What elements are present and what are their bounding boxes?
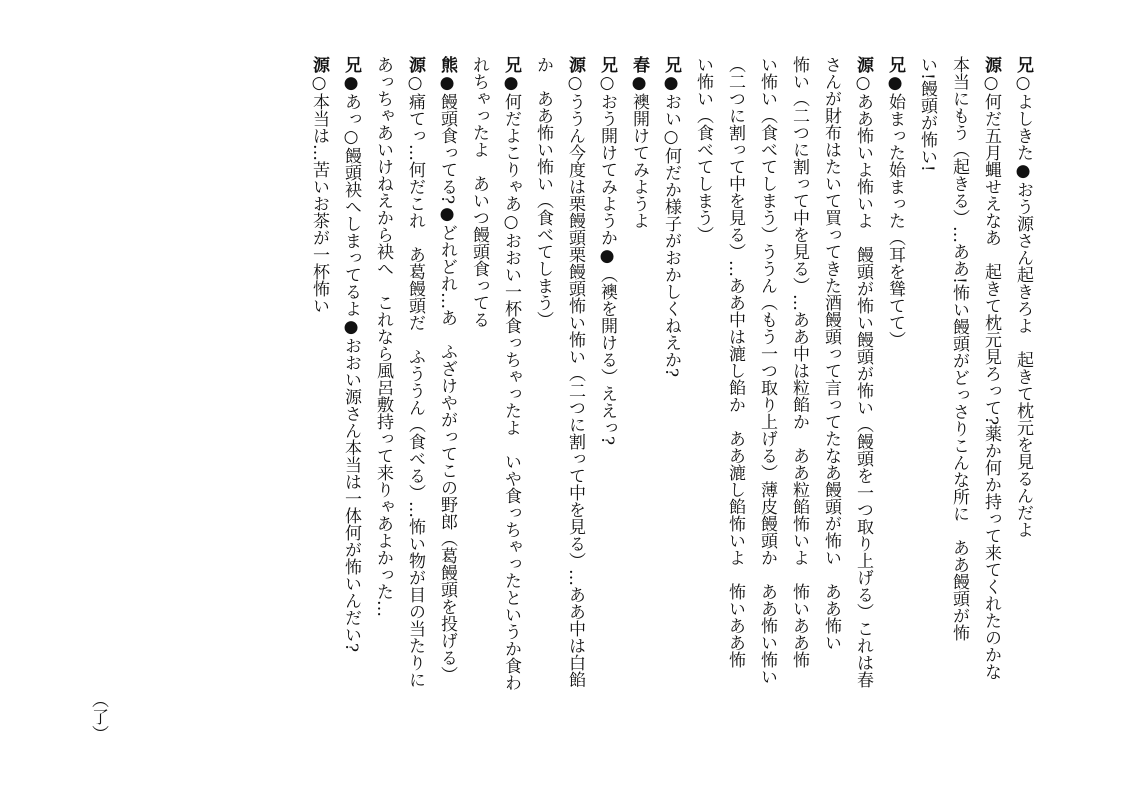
dialogue-text: ○よしきた●おう源さん起きろよ 起きて枕元を見るんだよ (1013, 73, 1033, 538)
dialogue-text: ●饅頭食ってる?●どれどれ…あ ふざけやがってこの野郎（葛饅頭を投げる） (437, 73, 457, 684)
end-mark: （了） (88, 691, 108, 742)
speech-line (303, 56, 335, 756)
dialogue-text: い怖い（食べてしまう） (693, 56, 713, 243)
speech-block (911, 56, 1007, 756)
speech-line (495, 56, 527, 756)
speech-block (623, 56, 655, 756)
speaker-name: 源 (405, 56, 425, 73)
speaker-name: 兄 (341, 56, 361, 73)
speech-line (559, 56, 591, 756)
speech-line (527, 56, 559, 756)
speech-block (431, 56, 463, 756)
speech-block (335, 56, 367, 756)
speech-line (431, 56, 463, 756)
dialogue-text: ●おい○何だか様子がおかしくねえか? (661, 73, 681, 378)
dialogue-text: ○本当は…苦いお茶が一杯怖い (309, 73, 329, 314)
speech-line (367, 56, 399, 756)
speech-line (623, 56, 655, 756)
speech-line (847, 56, 879, 756)
rakugo-script-body (303, 56, 1039, 756)
dialogue-text: ●始まった始まった（耳を聳てて） (885, 73, 905, 348)
speech-block (463, 56, 527, 756)
speech-block (687, 56, 879, 756)
speech-line (399, 56, 431, 756)
speech-line (783, 56, 815, 756)
speaker-name: 兄 (661, 56, 681, 73)
dialogue-text: 怖い（二つに割って中を見る）…ああ中は粒餡か ああ粒餡怖いよ 怖いああ怖 (789, 56, 809, 668)
speech-line (591, 56, 623, 756)
speech-block (1007, 56, 1039, 756)
speaker-name: 源 (853, 56, 873, 73)
speech-line (815, 56, 847, 756)
speech-line (687, 56, 719, 756)
dialogue-text: ○ううん今度は栗饅頭栗饅頭怖い怖い（二つに割って中を見る）…ああ中は白餡 (565, 73, 585, 688)
dialogue-text: ●何だよこりゃあ○おおい一杯食っちゃったよ いや食っちゃったというか食わ (501, 73, 521, 691)
speech-block (879, 56, 911, 756)
speaker-name: 兄 (885, 56, 905, 73)
dialogue-text: ●あっ○饅頭袂へしまってるよ●おおい源さん本当は一体何が怖いんだい? (341, 73, 361, 653)
speech-line (1007, 56, 1039, 756)
speech-line (943, 56, 975, 756)
speech-block (655, 56, 687, 756)
speech-line (911, 56, 943, 756)
speech-line (463, 56, 495, 756)
dialogue-text: ○何だ五月蝿せえなあ 起きて枕元見ろって?薬か何か持って来てくれたのかな (981, 73, 1001, 681)
speaker-name: 熊 (437, 56, 457, 73)
dialogue-text: い!饅頭が怖い! (917, 56, 937, 172)
speech-block (591, 56, 623, 756)
speech-line (751, 56, 783, 756)
speech-line (879, 56, 911, 756)
speech-line (655, 56, 687, 756)
speech-line (335, 56, 367, 756)
speech-block (303, 56, 335, 756)
dialogue-text: 本当にもう（起きる）…ああ!怖い饅頭がどっさりこんな所に ああ饅頭が怖 (949, 56, 969, 641)
speaker-name: 春 (629, 56, 649, 73)
dialogue-text: ●襖開けてみようよ (629, 73, 649, 229)
speaker-name: 源 (981, 56, 1001, 73)
speaker-name: 源 (565, 56, 585, 73)
speech-block (527, 56, 591, 756)
speaker-name: 源 (309, 56, 329, 73)
speech-block (367, 56, 431, 756)
dialogue-text: か ああ怖い怖い（食べてしまう） (533, 56, 553, 328)
dialogue-text: あっちゃあいけねえから袂へ これなら風呂敷持って来りゃあよかった… (373, 56, 393, 617)
speaker-name: 兄 (1013, 56, 1033, 73)
dialogue-text: さんが財布はたいて買ってきた酒饅頭って言ってたなあ饅頭が怖い ああ怖い (821, 56, 841, 651)
dialogue-text: ○ああ怖いよ怖いよ 饅頭が怖い饅頭が怖い（饅頭を一つ取り上げる）これは春 (853, 73, 873, 688)
dialogue-text: （二つに割って中を見る）…ああ中は漉し餡か ああ漉し餡怖いよ 怖いああ怖 (725, 56, 745, 668)
dialogue-text: ○おう開けてみようか●（襖を開ける）ええっ? (597, 73, 617, 446)
speaker-name: 兄 (501, 56, 521, 73)
speaker-name: 兄 (597, 56, 617, 73)
dialogue-text: ○痛てっ…何だこれ あ葛饅頭だ ふううん（食べる）…怖い物が目の当たりに (405, 73, 425, 688)
dialogue-text: れちゃったよ あいつ饅頭食ってる (469, 56, 489, 328)
speech-line (975, 56, 1007, 756)
speech-line (719, 56, 751, 756)
dialogue-text: い怖い（食べてしまう）ううん（もう一つ取り上げる）薄皮饅頭か ああ怖い怖い (757, 56, 777, 685)
